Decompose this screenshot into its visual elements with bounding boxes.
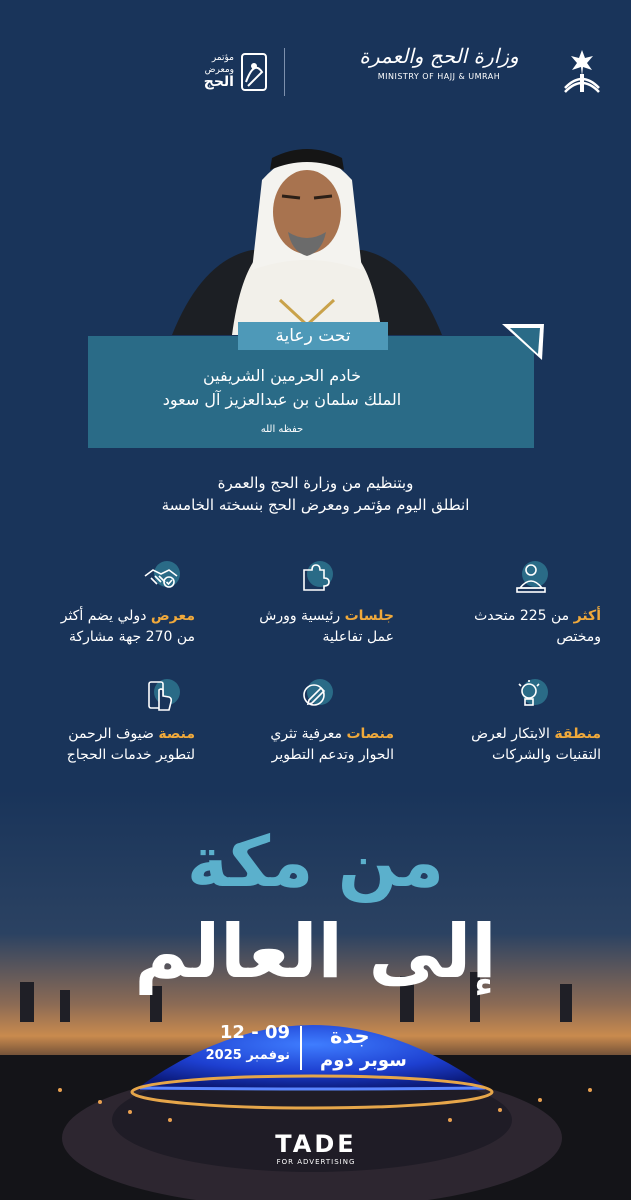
feature-text (421, 724, 601, 766)
headline-line2: إلى العالم (134, 909, 497, 995)
brand-logo: TADE (275, 1130, 357, 1158)
ministry-name-english: MINISTRY OF HAJJ & UMRAH (377, 72, 501, 81)
feature-highlight: منطقة (554, 726, 601, 742)
event-month: نوفمبر 2025 (205, 1048, 290, 1063)
brand-tagline: FOR ADVERTISING (276, 1158, 356, 1166)
puzzle-icon (296, 560, 336, 596)
feature-rest-line2: لتطوير خدمات الحجاج (66, 747, 195, 763)
event-dates: 12 - 09 (219, 1022, 290, 1043)
feature-rest: دولي يضم أكثر (60, 608, 151, 624)
feature-rest-line2: ومختص (556, 629, 601, 645)
feature-text (214, 724, 394, 766)
feature-rest: ضيوف الرحمن (68, 726, 159, 742)
conference-line1: مؤتمر (211, 53, 234, 63)
headline-line1: من مكة (186, 821, 445, 903)
intro-line2: انطلق اليوم مؤتمر ومعرض الحج بنسخته الخامسة (161, 496, 470, 514)
patron-title: خادم الحرمين الشريفين (203, 366, 361, 385)
header (0, 38, 631, 108)
edit-icon (296, 678, 336, 714)
feature-highlight: منصات (346, 726, 394, 742)
feature-rest: من 225 متحدث (474, 608, 574, 624)
feature-rest-line2: عمل تفاعلية (322, 629, 394, 645)
king-portrait (172, 140, 442, 335)
conference-logo-icon (240, 52, 268, 92)
feature-text (421, 606, 601, 648)
feature-highlight: معرض (150, 608, 195, 624)
patron-blessing: حفظه الله (260, 424, 304, 435)
feature-text (15, 724, 195, 766)
conference-logo-text (190, 52, 234, 88)
feature-rest-line2: من 270 جهة مشاركة (68, 629, 195, 645)
conference-logo (190, 50, 274, 96)
saudi-emblem-icon (559, 46, 605, 98)
feature-highlight: منصة (158, 726, 195, 742)
conference-line3: الحج (203, 74, 234, 90)
feature-text (15, 606, 195, 648)
speaker-icon (511, 560, 551, 596)
ministry-logo (333, 44, 545, 100)
feature-text (214, 606, 394, 648)
intro-line1: وبتنظيم من وزارة الحج والعمرة (217, 474, 414, 492)
patronage-tag: تحت رعاية (238, 322, 388, 350)
intro-text (60, 472, 571, 516)
header-divider (284, 48, 285, 96)
event-city: جدة (330, 1024, 370, 1048)
event-divider (300, 1026, 302, 1070)
handshake-icon (141, 560, 181, 596)
feature-highlight: أكثر (573, 608, 601, 624)
feature-rest: رئيسية وورش (259, 608, 345, 624)
feature-rest-line2: الحوار وتدعم التطوير (271, 747, 394, 763)
event-venue: سوبر دوم (320, 1050, 407, 1071)
feature-highlight: جلسات (344, 608, 394, 624)
phone-tap-icon (141, 678, 181, 714)
patron-name: الملك سلمان بن عبدالعزيز آل سعود (162, 390, 402, 409)
ministry-name-arabic: وزارة الحج والعمرة (359, 44, 519, 68)
lightbulb-icon (511, 678, 551, 714)
feature-rest-line2: التقنيات والشركات (491, 747, 601, 763)
feature-rest: الابتكار لعرض (471, 726, 555, 742)
conference-line2: ومعرض (204, 65, 234, 75)
patronage-box (88, 336, 534, 448)
corner-triangle-icon (500, 320, 546, 362)
feature-rest: معرفية تثري (270, 726, 347, 742)
